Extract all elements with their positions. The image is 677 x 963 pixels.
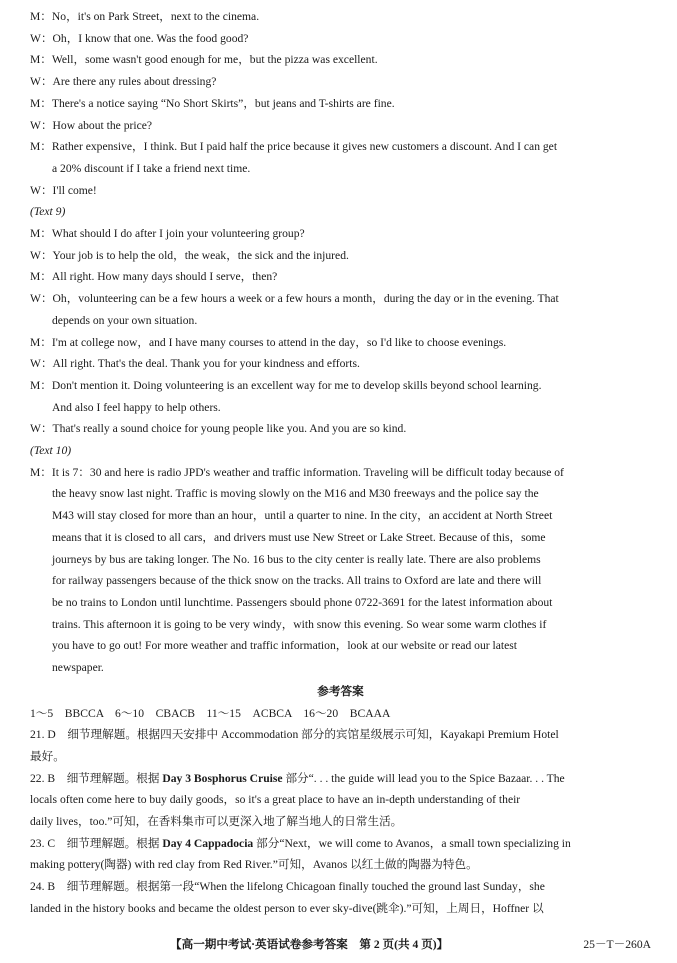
dialogue-line-cont: a 20% discount if I take a friend next time. [52, 161, 251, 175]
dialogue-line: W：I'll come! [30, 183, 97, 197]
answer-line: 21. D 细节理解题。根据四天安排中 Accommodation 部分的宾馆星级展示可知，Kayakapi Premium Hotel [30, 728, 559, 742]
monologue-line: the heavy snow last night. Traffic is moving slowly on the M16 and M30 freeways and the police say the [52, 487, 539, 501]
answer-text: 23. C 细节理解题。根据 [30, 836, 160, 850]
dialogue-line: W：Your job is to help the old，the weak，the sick and the injured. [30, 248, 349, 262]
answer-line [30, 833, 651, 855]
dialogue-line: W：All right. That's the deal. Thank you for your kindness and efforts. [30, 357, 360, 371]
monologue-line: you have to go out! For more weather and traffic information，look at our website or read our latest [52, 639, 518, 653]
answer-line: 最好。 [30, 749, 65, 763]
monologue-line: means that it is closed to all cars，and drivers must use New Street or Lake Street. Because of this，some [52, 530, 546, 544]
dialogue-line: W：Oh，volunteering can be a few hours a week or a few hours a month，during the day or in the evening. That [30, 292, 559, 306]
dialogue-line: M：All right. How many days should I serve，then? [30, 270, 278, 284]
monologue-line: trains. This afternoon it is going to be very windy，with snow this evening. So wear some warm clothes if [52, 617, 547, 631]
monologue-line: M：It is 7：30 and here is radio JPD's weather and traffic information. Traveling will be difficult today because of [30, 465, 564, 479]
dialogue-text8 [30, 6, 651, 201]
answer-line: daily lives，too.”可知，在香料集市可以更深入地了解当地人的日常生活。 [30, 815, 403, 829]
answer-text: 部分“. . . the guide will lead you to the Spice Bazaar. . . The [285, 771, 565, 785]
dialogue-line-cont: And also I feel happy to help others. [52, 400, 221, 414]
answer-bold: Day 4 Cappadocia [162, 836, 254, 850]
answer-21 [30, 724, 651, 767]
dialogue-line: M：Don't mention it. Doing volunteering is an excellent way for me to develop skills beyond school learning. [30, 378, 542, 392]
footer-title: 【高一期中考试·英语试卷参考答案 第 2 页(共 4 页)】 [170, 938, 449, 951]
dialogue-line-cont: depends on your own situation. [52, 313, 198, 327]
answer-line: locals often come here to buy daily goods，so it's a great place to have an in-depth understanding of their [30, 793, 521, 807]
dialogue-line: W：That's really a sound choice for young people like you. And you are so kind. [30, 422, 407, 436]
dialogue-line: M：There's a notice saying “No Short Skirts”，but jeans and T-shirts are fine. [30, 96, 395, 110]
answer-24 [30, 876, 651, 919]
monologue-line: newspaper. [52, 661, 104, 675]
monologue-line: for railway passengers because of the thick snow on the tracks. All trains to Oxford are late and there will [52, 574, 542, 588]
answer-line: making pottery(陶器) with red clay from Red River.”可知，Avanos 以红土做的陶器为特色。 [30, 858, 478, 872]
answer-line [30, 768, 651, 790]
footer-code: 25－T－260A [583, 938, 651, 951]
dialogue-line: M：What should I do after I join your volunteering group? [30, 227, 305, 241]
answer-line: 24. B 细节理解题。根据第一段“When the lifelong Chicagoan finally touched the ground last Sunday，she [30, 880, 545, 894]
answer-bold: Day 3 Bosphorus Cruise [162, 771, 283, 785]
dialogue-line: M：Rather expensive，I think. But I paid half the price because it gives new customers a discount. And I can get [30, 140, 558, 154]
text9-label: (Text 9) [30, 205, 66, 219]
answer-22 [30, 768, 651, 833]
answer-key: 1～5 BBCCA 6～10 CBACB 11～15 ACBCA 16～20 BCAAA [30, 706, 391, 720]
answer-line: landed in the history books and became the oldest person to ever sky-dive(跳伞).”可知，上周日，Hoffner 以 [30, 901, 544, 915]
answer-text: 22. B 细节理解题。根据 [30, 771, 160, 785]
text10-label: (Text 10) [30, 444, 72, 458]
dialogue-text9 [30, 223, 651, 440]
dialogue-line: W：Are there any rules about dressing? [30, 75, 217, 89]
monologue-text10 [30, 462, 651, 679]
answer-23 [30, 833, 651, 876]
answer-text: 部分“Next，we will come to Avanos，a small town specializing in [256, 836, 571, 850]
dialogue-line: M：Well，some wasn't good enough for me，but the pizza was excellent. [30, 53, 378, 67]
monologue-line: be no trains to London until lunchtime. Passengers sbould phone 0722-3691 for the latest information about [52, 595, 553, 609]
monologue-line: M43 will stay closed for more than an hour，until a quarter to nine. In the city，an accident at North Street [52, 509, 553, 523]
dialogue-line: W：How about the price? [30, 118, 153, 132]
dialogue-line: M：No，it's on Park Street，next to the cinema. [30, 10, 260, 23]
answers-heading: 参考答案 [317, 684, 364, 698]
dialogue-line: W：Oh，I know that one. Was the food good? [30, 31, 249, 45]
monologue-line: journeys by bus are taking longer. The No. 16 bus to the city center is really late. There are also problems [52, 552, 541, 566]
dialogue-line: M：I'm at college now，and I have many courses to attend in the day，so I'd like to choose evenings. [30, 335, 507, 349]
